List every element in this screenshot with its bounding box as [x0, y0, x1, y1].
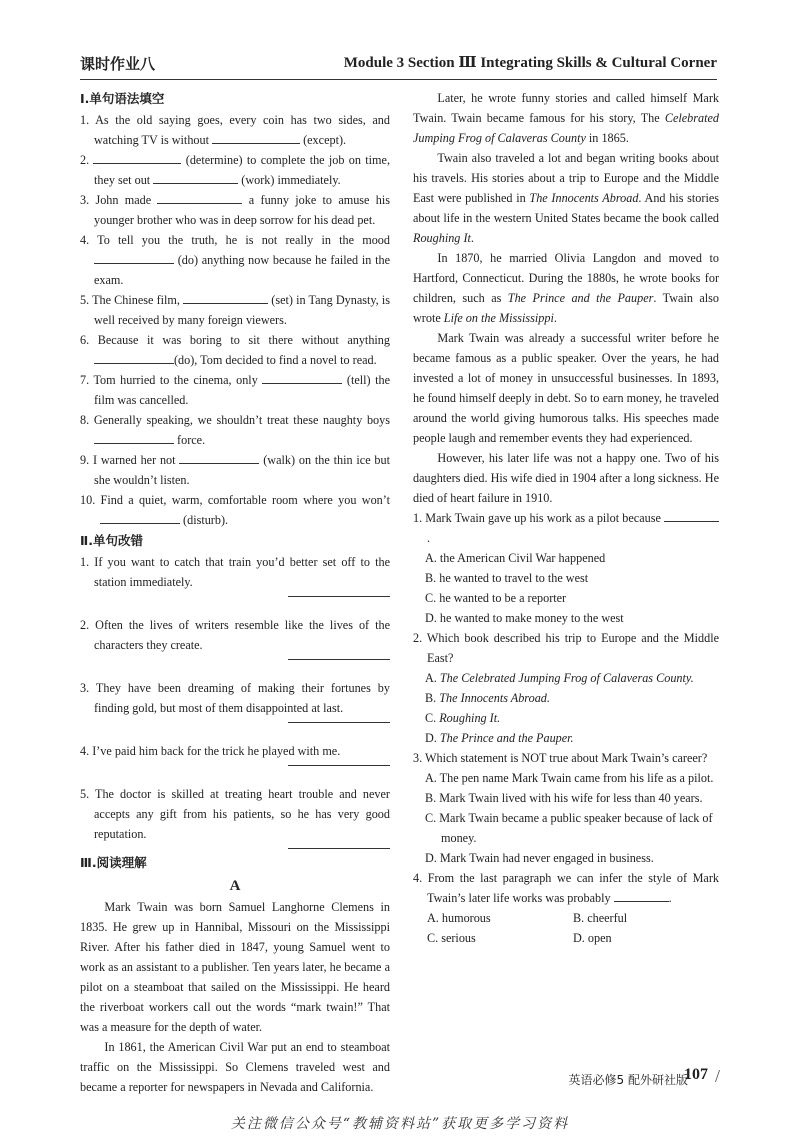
- reading-q2-option-b[interactable]: B. The Innocents Abroad.: [425, 691, 550, 705]
- reading-q1-option-b[interactable]: B. he wanted to travel to the west: [425, 571, 589, 585]
- reading-q4-options-row1: [413, 908, 719, 928]
- reading-q4-option-b[interactable]: B. cheerful: [573, 911, 628, 925]
- reading-q1-option-c[interactable]: C. he wanted to be a reporter: [425, 591, 567, 605]
- answer-blank[interactable]: [614, 888, 669, 902]
- grammar-q7: 7. Tom hurried to the cinema, only (tell) the film was cancelled.: [80, 370, 390, 410]
- answer-blank[interactable]: [212, 130, 300, 144]
- section2-title: Ⅱ.单句改错: [80, 533, 143, 548]
- answer-line[interactable]: [288, 658, 390, 660]
- reading-q3-option-c[interactable]: C. Mark Twain became a public speaker because of lack of money.: [425, 811, 713, 845]
- left-column: [80, 88, 390, 1097]
- answer-blank[interactable]: [179, 450, 259, 464]
- answer-line[interactable]: [288, 595, 390, 597]
- reading-q2-option-d[interactable]: D. The Prince and the Pauper.: [425, 731, 574, 745]
- answer-line[interactable]: [288, 847, 390, 849]
- passage-paragraph-7: However, his later life was not a happy one. Two of his daughters died. His wife died in 1904 after a long sickness. He died of heart failure in 1910.: [413, 451, 719, 505]
- answer-blank[interactable]: [94, 250, 174, 264]
- header-lesson: 课时作业八: [80, 55, 156, 73]
- grammar-q8: 8. Generally speaking, we shouldn’t treat these naughty boys force.: [80, 413, 390, 447]
- passage-label: A: [229, 878, 241, 894]
- grammar-q10: 10. Find a quiet, warm, comfortable room where you won’t (disturb).: [80, 493, 390, 527]
- answer-blank[interactable]: [183, 290, 268, 304]
- reading-q4: 4. From the last paragraph we can infer the style of Mark Twain’s later life works was probably .: [413, 871, 719, 905]
- reading-q4-option-a[interactable]: A. humorous: [427, 911, 491, 925]
- answer-blank[interactable]: [93, 150, 181, 164]
- reading-q2-option-c[interactable]: C. Roughing It.: [425, 711, 501, 725]
- correction-q4: 4. I’ve paid him back for the trick he played with me.: [80, 744, 341, 758]
- grammar-q1: 1. As the old saying goes, every coin has two sides, and watching TV is without (except).: [80, 113, 390, 147]
- answer-blank[interactable]: [94, 350, 174, 364]
- correction-q5: 5. The doctor is skilled at treating heart trouble and never accepts any gift from his patients, so he has very good reputation.: [80, 787, 390, 841]
- answer-blank[interactable]: [100, 510, 180, 524]
- grammar-q4: 4. To tell you the truth, he is not really in the mood (do) anything now because he failed in the exam.: [80, 233, 390, 287]
- reading-q1: 1. Mark Twain gave up his work as a pilot because .: [413, 508, 719, 548]
- answer-blank[interactable]: [664, 508, 719, 522]
- reading-q4-option-c[interactable]: C. serious: [427, 931, 476, 945]
- answer-line[interactable]: [288, 764, 390, 766]
- answer-blank[interactable]: [94, 430, 174, 444]
- header-rule: [80, 79, 717, 80]
- section3-title: Ⅲ.阅读理解: [80, 855, 147, 870]
- passage-paragraph-3: Later, he wrote funny stories and called himself Mark Twain. Twain became famous for his story, The Celebrated Jumping Frog of Calaveras County in 1865.: [413, 91, 719, 145]
- grammar-q2: 2. (determine) to complete the job on time, they set out (work) immediately.: [80, 150, 390, 190]
- reading-q3-option-a[interactable]: A. The pen name Mark Twain came from his life as a pilot.: [425, 771, 714, 785]
- reading-q3: 3. Which statement is NOT true about Mark Twain’s career?: [413, 751, 708, 765]
- reading-q1-option-a[interactable]: A. the American Civil War happened: [425, 551, 606, 565]
- correction-q1: 1. If you want to catch that train you’d better set off to the station immediately.: [80, 555, 390, 589]
- page-number: 107: [684, 1066, 708, 1083]
- reading-q2-option-a[interactable]: A. The Celebrated Jumping Frog of Calaveras County.: [425, 671, 694, 685]
- passage-paragraph-1: Mark Twain was born Samuel Langhorne Clemens in 1835. He grew up in Hannibal, Missouri on the Mississippi River. After his father died in 1847, young Samuel went to work as an assistant to a publisher. Ten years later, he became a pilot on a steamboat that sailed on the Mississippi. He heard the riverboat workers call out the words “mark twain!” That was a measure for the depth of water.: [80, 900, 390, 1034]
- correction-q3: 3. They have been dreaming of making their fortunes by finding gold, but most of them disappointed at last.: [80, 681, 390, 715]
- header-module-title: Module 3 Section Ⅲ Integrating Skills & Cultural Corner: [343, 55, 717, 71]
- correction-q2: 2. Often the lives of writers resemble like the lives of the characters they create.: [80, 618, 390, 652]
- answer-line[interactable]: [288, 721, 390, 723]
- reading-q4-option-d[interactable]: D. open: [573, 931, 612, 945]
- answer-blank[interactable]: [153, 170, 238, 184]
- bottom-handwritten-note: 关注微信公众号“教辅资料站”获取更多学习资料: [230, 1116, 570, 1132]
- reading-q1-option-d[interactable]: D. he wanted to make money to the west: [425, 611, 624, 625]
- passage-paragraph-2: In 1861, the American Civil War put an end to steamboat traffic on the Mississippi. So Clemens traveled west and became a reporter for newspapers in Nevada and California.: [80, 1040, 390, 1094]
- passage-paragraph-4: Twain also traveled a lot and began writing books about his travels. His stories about a trip to Europe and the Middle East were published in The Innocents Abroad. And his stories about life in the western United States became the book called Roughing It.: [413, 151, 719, 245]
- passage-paragraph-5: In 1870, he married Olivia Langdon and moved to Hartford, Connecticut. During the 1880s, he wrote books for children, such as The Prince and the Pauper. Twain also wrote Life on the Mississippi.: [413, 251, 719, 325]
- footer-book-label: 英语必修5 配外研社版: [568, 1073, 688, 1087]
- reading-q4-options-row2: [413, 928, 719, 948]
- answer-blank[interactable]: [157, 190, 242, 204]
- grammar-q6: 6. Because it was boring to sit there without anything (do), Tom decided to find a novel to read.: [80, 333, 390, 367]
- reading-q3-option-b[interactable]: B. Mark Twain lived with his wife for less than 40 years.: [425, 791, 703, 805]
- reading-q2: 2. Which book described his trip to Europe and the Middle East?: [413, 631, 719, 665]
- answer-blank[interactable]: [262, 370, 342, 384]
- footer-slash: /: [714, 1066, 720, 1086]
- reading-q3-option-d[interactable]: D. Mark Twain had never engaged in business.: [425, 851, 654, 865]
- grammar-q3: 3. John made a funny joke to amuse his younger brother who was in deep sorrow for his dead pet.: [80, 190, 390, 230]
- section1-title: Ⅰ.单句语法填空: [80, 91, 165, 106]
- grammar-q5: 5. The Chinese film, (set) in Tang Dynasty, is well received by many foreign viewers.: [80, 290, 390, 330]
- right-column: [413, 88, 719, 948]
- passage-paragraph-6: Mark Twain was already a successful writer before he became famous as a public speaker. Over the years, he had invested a lot of money in unsuccessful businesses. In 1893, he found himself deeply in debt. So to earn money, he traveled around the world giving humorous talks. His speeches made people laugh and remember events they had experienced.: [413, 331, 719, 445]
- grammar-q9: 9. I warned her not (walk) on the thin ice but she wouldn’t listen.: [80, 450, 390, 490]
